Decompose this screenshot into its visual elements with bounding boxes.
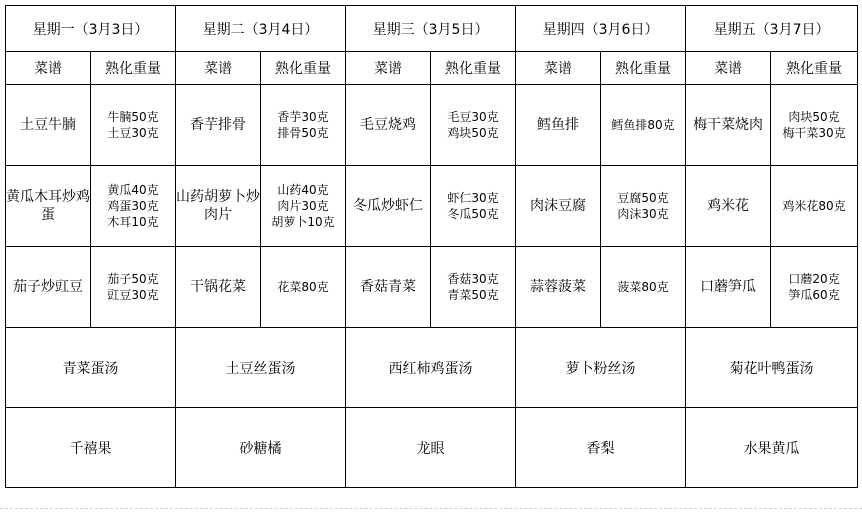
ingredient-weight: 土豆30克 [107, 126, 159, 140]
dish-weights [261, 166, 346, 247]
ingredient-weight: 鸡米花80克 [782, 199, 846, 213]
dish-name: 鳕鱼排 [516, 85, 601, 166]
day-header-wed: 星期三（3月5日） [346, 6, 516, 52]
soup-name: 土豆丝蛋汤 [176, 328, 346, 408]
weight-column-header: 熟化重量 [601, 52, 686, 85]
weight-column-header: 熟化重量 [431, 52, 516, 85]
ingredient-weight: 排骨50克 [277, 126, 329, 140]
ingredient-weight: 鳕鱼排80克 [611, 118, 675, 132]
dish-weights [601, 247, 686, 328]
fruit-name: 香梨 [516, 408, 686, 488]
ingredient-weight: 豆腐50克 [617, 191, 669, 205]
soup-name: 青菜蛋汤 [6, 328, 176, 408]
dish-name: 毛豆烧鸡 [346, 85, 431, 166]
menu-column-header: 菜谱 [176, 52, 261, 85]
dish-weights [771, 166, 858, 247]
dish-row [6, 85, 858, 166]
dish-weights [431, 247, 516, 328]
fruit-row [6, 408, 858, 488]
ingredient-weight: 胡萝卜10克 [271, 215, 335, 229]
menu-column-header: 菜谱 [6, 52, 91, 85]
soup-row [6, 328, 858, 408]
soup-name: 萝卜粉丝汤 [516, 328, 686, 408]
fruit-name: 砂糖橘 [176, 408, 346, 488]
dish-name: 土豆牛腩 [6, 85, 91, 166]
dish-name: 香菇青菜 [346, 247, 431, 328]
ingredient-weight: 木耳10克 [107, 215, 159, 229]
dish-name: 梅干菜烧肉 [686, 85, 771, 166]
dish-name: 黄瓜木耳炒鸡蛋 [6, 166, 91, 247]
dish-name: 香芋排骨 [176, 85, 261, 166]
dish-weights [601, 166, 686, 247]
ingredient-weight: 黄瓜40克 [107, 183, 159, 197]
ingredient-weight: 山药40克 [277, 183, 329, 197]
ingredient-weight: 茄子50克 [107, 272, 159, 286]
dish-row [6, 247, 858, 328]
dish-weights [601, 85, 686, 166]
dish-weights [771, 85, 858, 166]
ingredient-weight: 冬瓜50克 [447, 207, 499, 221]
day-header-row [6, 6, 858, 52]
dish-weights [261, 85, 346, 166]
ingredient-weight: 笋瓜60克 [788, 288, 840, 302]
menu-column-header: 菜谱 [346, 52, 431, 85]
ingredient-weight: 肉沫30克 [617, 207, 669, 221]
dish-weights [261, 247, 346, 328]
dish-name: 干锅花菜 [176, 247, 261, 328]
weight-column-header: 熟化重量 [91, 52, 176, 85]
dish-name: 口蘑笋瓜 [686, 247, 771, 328]
fruit-name: 千禧果 [6, 408, 176, 488]
dish-row [6, 166, 858, 247]
ingredient-weight: 口蘑20克 [788, 272, 840, 286]
ingredient-weight: 香芋30克 [277, 110, 329, 124]
ingredient-weight: 毛豆30克 [447, 110, 499, 124]
fruit-name: 龙眼 [346, 408, 516, 488]
ingredient-weight: 鸡块50克 [447, 126, 499, 140]
weight-column-header: 熟化重量 [261, 52, 346, 85]
dish-weights [91, 85, 176, 166]
dish-name: 鸡米花 [686, 166, 771, 247]
ingredient-weight: 菠菜80克 [617, 280, 669, 294]
menu-column-header: 菜谱 [516, 52, 601, 85]
weight-column-header: 熟化重量 [771, 52, 858, 85]
weekly-menu-table [5, 5, 858, 488]
day-header-mon: 星期一（3月3日） [6, 6, 176, 52]
dish-weights [91, 247, 176, 328]
ingredient-weight: 梅干菜30克 [782, 126, 846, 140]
soup-name: 菊花叶鸭蛋汤 [686, 328, 858, 408]
ingredient-weight: 花菜80克 [277, 280, 329, 294]
dish-weights [91, 166, 176, 247]
day-header-tue: 星期二（3月4日） [176, 6, 346, 52]
ingredient-weight: 豇豆30克 [107, 288, 159, 302]
soup-name: 西红柿鸡蛋汤 [346, 328, 516, 408]
ingredient-weight: 香菇30克 [447, 272, 499, 286]
ingredient-weight: 青菜50克 [447, 288, 499, 302]
dish-name: 蒜蓉菠菜 [516, 247, 601, 328]
day-header-fri: 星期五（3月7日） [686, 6, 858, 52]
ingredient-weight: 牛腩50克 [107, 110, 159, 124]
day-header-thu: 星期四（3月6日） [516, 6, 686, 52]
ingredient-weight: 肉片30克 [277, 199, 329, 213]
fruit-name: 水果黄瓜 [686, 408, 858, 488]
dish-name: 肉沫豆腐 [516, 166, 601, 247]
column-header-row [6, 52, 858, 85]
ingredient-weight: 鸡蛋30克 [107, 199, 159, 213]
ingredient-weight: 虾仁30克 [447, 191, 499, 205]
dish-name: 山药胡萝卜炒肉片 [176, 166, 261, 247]
dish-name: 茄子炒豇豆 [6, 247, 91, 328]
menu-column-header: 菜谱 [686, 52, 771, 85]
dish-weights [771, 247, 858, 328]
ingredient-weight: 肉块50克 [788, 110, 840, 124]
dish-weights [431, 166, 516, 247]
dish-name: 冬瓜炒虾仁 [346, 166, 431, 247]
dish-weights [431, 85, 516, 166]
